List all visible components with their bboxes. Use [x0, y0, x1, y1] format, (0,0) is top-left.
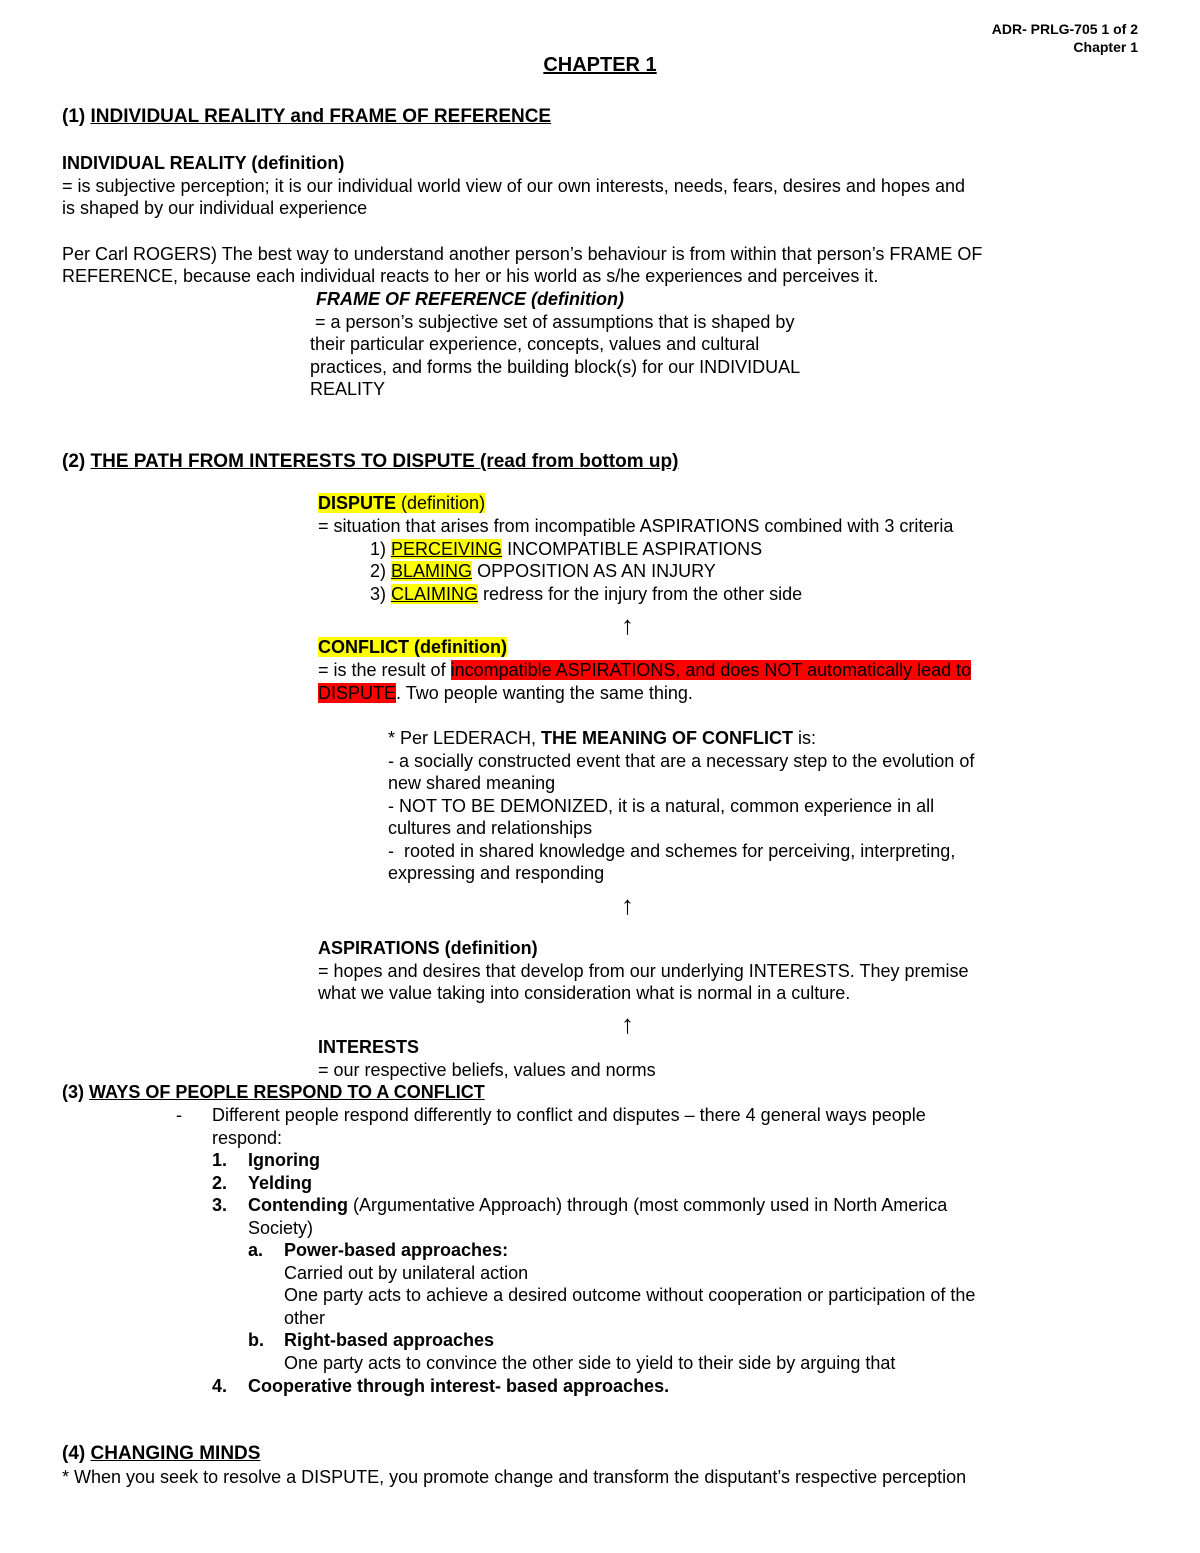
- aspirations-def-line: what we value taking into consideration what is normal in a culture.: [318, 983, 851, 1003]
- lederach-line: - NOT TO BE DEMONIZED, it is a natural, common experience in all: [388, 796, 935, 816]
- frame-of-reference-def-line: their particular experience, concepts, values and cultural: [310, 334, 760, 354]
- criteria-text: redress for the injury from the other side: [478, 584, 803, 604]
- lederach-prefix: * Per LEDERACH,: [388, 728, 542, 748]
- lederach-line: expressing and responding: [388, 863, 605, 883]
- criteria-item: [370, 560, 716, 583]
- response-label: Yelding: [248, 1173, 313, 1193]
- subitem-label: Right-based approaches: [284, 1330, 495, 1350]
- section-2-number: (2): [62, 451, 91, 472]
- criteria-number: 1): [370, 539, 387, 559]
- subitem-letter: a.: [248, 1240, 264, 1260]
- bullet-dash: -: [176, 1105, 182, 1125]
- section-3-heading: [62, 1081, 485, 1104]
- criteria-item: [370, 583, 802, 606]
- lederach-intro: [388, 727, 816, 750]
- rogers-line: REFERENCE, because each individual reacts to her or his world as s/he experiences and perceives it.: [62, 266, 879, 286]
- conflict-def-highlight: incompatible ASPIRATIONS, and does NOT automatically lead to: [450, 660, 972, 680]
- criteria-number: 3): [370, 584, 387, 604]
- criteria-highlight: PERCEIVING: [391, 539, 503, 559]
- individual-reality-def-line: = is subjective perception; it is our individual world view of our own interests, needs, fears, desires and hopes and: [62, 176, 965, 196]
- response-label: Cooperative through interest- based approaches.: [248, 1376, 670, 1396]
- conflict-term: [318, 636, 507, 659]
- section-1-title: INDIVIDUAL REALITY and FRAME OF REFERENCE: [90, 106, 552, 127]
- dispute-term-suffix: (definition): [396, 493, 486, 513]
- frame-of-reference-term: FRAME OF REFERENCE (definition): [316, 289, 624, 309]
- response-number: 1.: [212, 1150, 228, 1170]
- dispute-term: [318, 492, 485, 515]
- criteria-highlight: CLAIMING: [391, 584, 479, 604]
- lederach-suffix: is:: [793, 728, 817, 748]
- response-number: 3.: [212, 1195, 228, 1215]
- response-label: Ignoring: [248, 1150, 320, 1170]
- section-2-title: THE PATH FROM INTERESTS TO DISPUTE (read from bottom up): [90, 451, 679, 472]
- page-title: CHAPTER 1: [543, 54, 657, 76]
- conflict-term-label: CONFLICT (definition): [318, 637, 507, 657]
- lederach-line: cultures and relationships: [388, 818, 593, 838]
- conflict-def-prefix: = is the result of: [318, 660, 451, 680]
- section-2-heading: [62, 451, 678, 474]
- response-item: [212, 1375, 669, 1398]
- response-label: Contending: [248, 1195, 348, 1215]
- up-arrow-icon: ↑: [621, 610, 634, 640]
- conflict-def-line: [318, 659, 971, 682]
- response-item: [212, 1149, 320, 1172]
- section-4-text: * When you seek to resolve a DISPUTE, you promote change and transform the disputant’s respective perception: [62, 1467, 967, 1487]
- up-arrow-icon: ↑: [621, 890, 634, 920]
- subitem-line: Carried out by unilateral action: [284, 1263, 529, 1283]
- up-arrow-icon: ↑: [621, 1009, 634, 1039]
- section-3-intro-line: Different people respond differently to conflict and disputes – there 4 general ways people: [212, 1105, 926, 1125]
- section-1-heading: [62, 106, 551, 129]
- section-1-number: (1): [62, 106, 91, 127]
- conflict-def-suffix: . Two people wanting the same thing.: [396, 683, 693, 703]
- frame-of-reference-def-line: practices, and forms the building block(s) for our INDIVIDUAL: [310, 357, 801, 377]
- rogers-line: Per Carl ROGERS) The best way to understand another person’s behaviour is from within that person’s FRAME OF: [62, 244, 983, 264]
- section-3-intro-line: respond:: [212, 1128, 283, 1148]
- subitem-label: Power-based approaches:: [284, 1240, 509, 1260]
- lederach-line: - rooted in shared knowledge and schemes for perceiving, interpreting,: [388, 841, 956, 861]
- dispute-def: = situation that arises from incompatible ASPIRATIONS combined with 3 criteria: [318, 516, 954, 536]
- response-item: [212, 1172, 312, 1195]
- conflict-def-highlight: DISPUTE: [318, 683, 397, 703]
- response-number: 4.: [212, 1376, 228, 1396]
- frame-of-reference-def-line: = a person’s subjective set of assumptions that is shaped by: [310, 312, 795, 332]
- subitem-line: One party acts to achieve a desired outcome without cooperation or participation of the: [284, 1285, 976, 1305]
- lederach-line: - a socially constructed event that are a necessary step to the evolution of: [388, 751, 975, 771]
- section-4-title: CHANGING MINDS: [90, 1443, 261, 1464]
- section-3-title: WAYS OF PEOPLE RESPOND TO A CONFLICT: [89, 1082, 485, 1102]
- page-header: [992, 20, 1138, 56]
- subitem-letter: b.: [248, 1330, 264, 1350]
- frame-of-reference-def-line: REALITY: [310, 379, 386, 399]
- criteria-highlight: BLAMING: [391, 561, 473, 581]
- criteria-item: [370, 538, 762, 561]
- section-3-number: (3): [62, 1082, 89, 1102]
- response-item: [212, 1194, 947, 1217]
- section-4-heading: [62, 1443, 260, 1466]
- interests-def: = our respective beliefs, values and norms: [318, 1060, 656, 1080]
- individual-reality-term: INDIVIDUAL REALITY (definition): [62, 153, 345, 173]
- header-doc-code: ADR- PRLG-705 1 of 2: [991, 21, 1138, 37]
- header-chapter: Chapter 1: [1073, 39, 1138, 55]
- aspirations-def-line: = hopes and desires that develop from our underlying INTERESTS. They premise: [318, 961, 969, 981]
- conflict-def-line: [318, 682, 693, 705]
- subitem: [248, 1239, 508, 1262]
- aspirations-term: ASPIRATIONS (definition): [318, 938, 538, 958]
- dispute-term-label: DISPUTE: [318, 493, 397, 513]
- subitem-line: other: [284, 1308, 326, 1328]
- subitem: [248, 1329, 494, 1352]
- lederach-line: new shared meaning: [388, 773, 556, 793]
- criteria-number: 2): [370, 561, 387, 581]
- response-text: (Argumentative Approach) through (most commonly used in North America: [347, 1195, 948, 1215]
- criteria-text: INCOMPATIBLE ASPIRATIONS: [502, 539, 763, 559]
- section-4-number: (4): [62, 1443, 91, 1464]
- response-text-line: Society): [248, 1218, 314, 1238]
- individual-reality-def-line: is shaped by our individual experience: [62, 198, 368, 218]
- subitem-line: One party acts to convince the other side to yield to their side by arguing that: [284, 1353, 896, 1373]
- criteria-text: OPPOSITION AS AN INJURY: [472, 561, 716, 581]
- lederach-bold: THE MEANING OF CONFLICT: [541, 728, 794, 748]
- interests-term: INTERESTS: [318, 1037, 420, 1057]
- response-number: 2.: [212, 1173, 228, 1193]
